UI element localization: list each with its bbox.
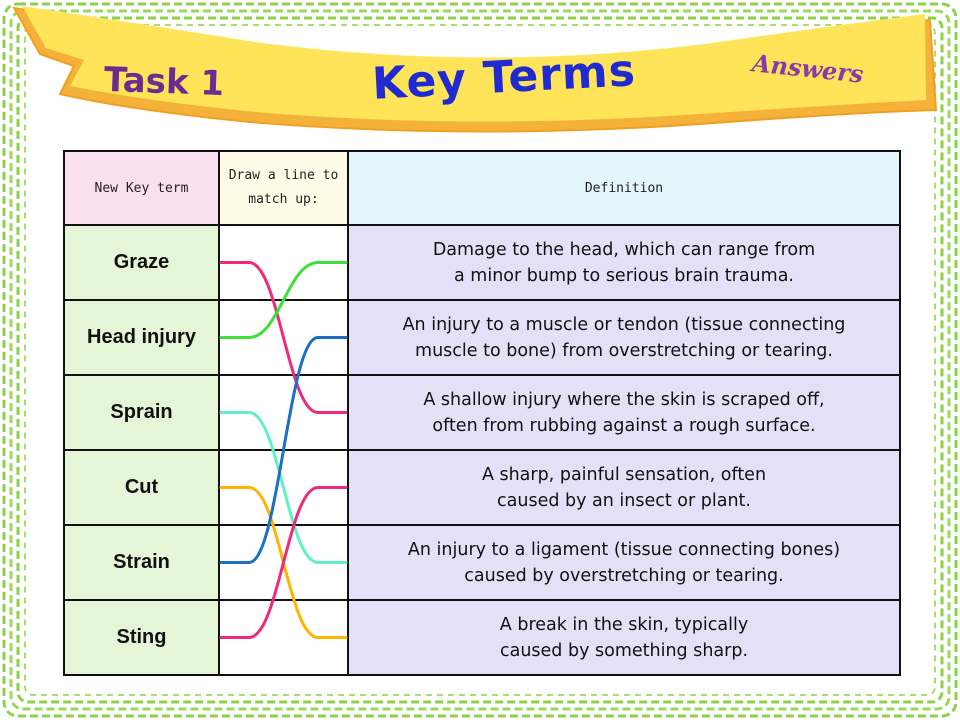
key-terms-table bbox=[63, 150, 901, 676]
task-label: Task 1 bbox=[103, 59, 225, 105]
header-definition: Definition bbox=[348, 151, 900, 225]
definition-line: often from rubbing against a rough surface. bbox=[432, 415, 816, 436]
definition-line: A sharp, painful sensation, often bbox=[481, 464, 767, 485]
definition-cell bbox=[348, 450, 900, 525]
definition-line: An injury to a muscle or tendon (tissue connecting bbox=[402, 314, 846, 335]
table-row bbox=[64, 525, 900, 600]
match-line-cell[interactable] bbox=[219, 300, 348, 375]
term-cell: Sting bbox=[64, 600, 219, 675]
match-line-cell[interactable] bbox=[219, 375, 348, 450]
definition-cell bbox=[348, 225, 900, 300]
match-line-cell[interactable] bbox=[219, 225, 348, 300]
table-row bbox=[64, 300, 900, 375]
term-cell: Sprain bbox=[64, 375, 219, 450]
table-row bbox=[64, 225, 900, 300]
definition-cell bbox=[348, 525, 900, 600]
term-cell: Cut bbox=[64, 450, 219, 525]
header-new-key-term: New Key term bbox=[64, 151, 219, 225]
term-cell: Strain bbox=[64, 525, 219, 600]
table-row bbox=[64, 375, 900, 450]
answers-label: Answers bbox=[750, 48, 865, 89]
definition-line: caused by an insect or plant. bbox=[497, 490, 751, 511]
match-line-cell[interactable] bbox=[219, 525, 348, 600]
definition-line: caused by something sharp. bbox=[499, 640, 749, 661]
definition-line: muscle to bone) from overstretching or tearing. bbox=[415, 340, 833, 361]
definition-line: A shallow injury where the skin is scraped off, bbox=[423, 389, 825, 410]
definition-line: caused by overstretching or tearing. bbox=[464, 565, 784, 586]
definition-line: An injury to a ligament (tissue connecting bones) bbox=[407, 539, 841, 560]
table-header-row bbox=[64, 151, 900, 225]
header-draw-line: Draw a line to match up: bbox=[219, 151, 348, 225]
table-row bbox=[64, 450, 900, 525]
definition-line: A break in the skin, typically bbox=[499, 614, 749, 635]
term-cell: Head injury bbox=[64, 300, 219, 375]
definition-cell bbox=[348, 375, 900, 450]
definition-line: a minor bump to serious brain trauma. bbox=[454, 265, 794, 286]
term-cell: Graze bbox=[64, 225, 219, 300]
definition-line: Damage to the head, which can range from bbox=[432, 239, 816, 260]
definition-cell bbox=[348, 300, 900, 375]
match-line-cell[interactable] bbox=[219, 450, 348, 525]
page-title: Key Terms bbox=[370, 45, 638, 110]
definition-cell bbox=[348, 600, 900, 675]
table-row bbox=[64, 600, 900, 675]
match-line-cell[interactable] bbox=[219, 600, 348, 675]
